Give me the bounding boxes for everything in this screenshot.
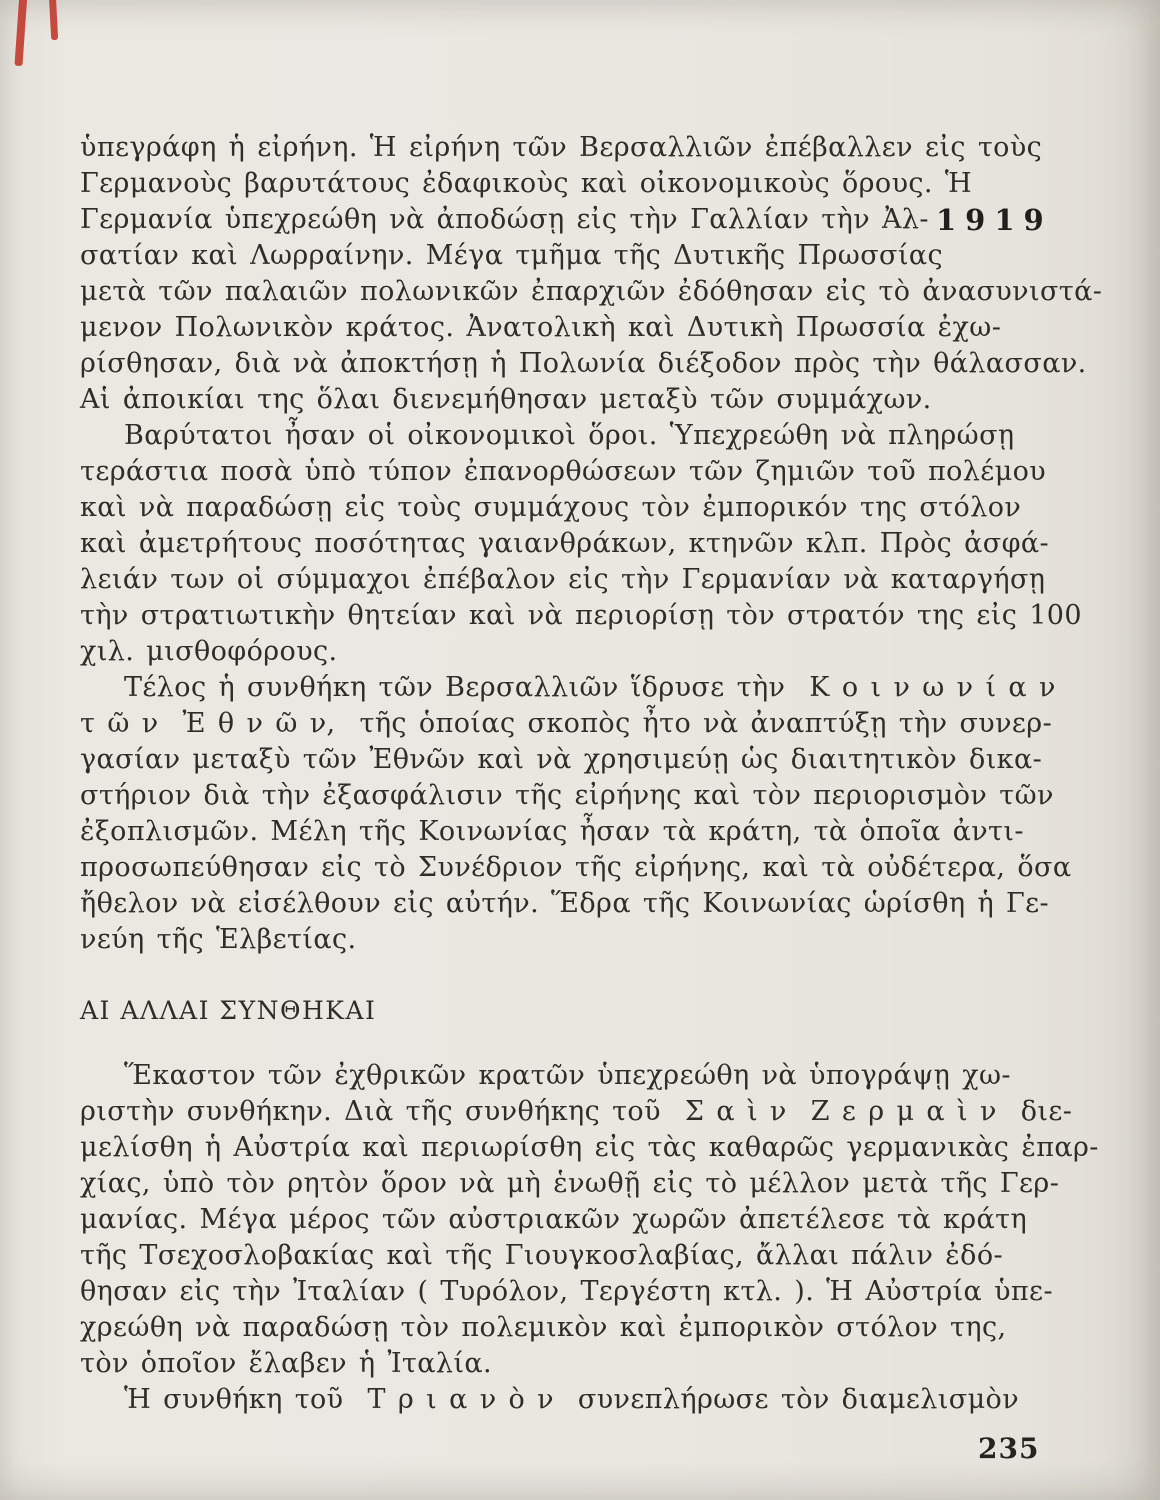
text-block <box>80 130 1103 1418</box>
text-line: ριστὴν συνθήκην. Διὰ τῆς συνθήκης τοῦ Σ α ὶ ν Ζ ε ρ μ α ὶ ν διε- <box>80 1096 1073 1127</box>
red-pen-mark <box>49 0 58 40</box>
text-line: Ἡ συνθήκη τοῦ Τ ρ ι α ν ὸ ν συνεπλήρωσε τὸν διαμελισμὸν <box>124 1384 1020 1415</box>
text-line: τεράστια ποσὰ ὑπὸ τύπον ἐπανορθώσεων τῶν ζημιῶν τοῦ πολέμου <box>80 456 1047 487</box>
section-heading: ΑΙ ΑΛΛΑΙ ΣΥΝΘΗΚΑΙ <box>80 996 377 1025</box>
text-line: τ ῶ ν Ἐ θ ν ῶ ν, τῆς ὁποίας σκοπὸς ἦτο νὰ ἀναπτύξῃ τὴν συνερ- <box>80 708 1053 739</box>
text-line: προσωπεύθησαν εἰς τὸ Συνέδριον τῆς εἰρήνης, καὶ τὰ οὐδέτερα, ὅσα <box>80 852 1072 883</box>
text-line: ρίσθησαν, διὰ νὰ ἀποκτήσῃ ἡ Πολωνία διέξοδον πρὸς τὴν θάλασσαν. <box>80 348 1087 379</box>
text-line: θησαν εἰς τὴν Ἰταλίαν ( Τυρόλον, Τεργέστη κτλ. ). Ἡ Αὐστρία ὑπε- <box>80 1276 1053 1307</box>
text-line: μελίσθη ἡ Αὐστρία καὶ περιωρίσθη εἰς τὰς καθαρῶς γερμανικὰς ἐπαρ- <box>80 1132 1099 1163</box>
text-line: τὸν ὁποῖον ἔλαβεν ἡ Ἰταλία. <box>80 1348 493 1379</box>
text-line: χρεώθη νὰ παραδώσῃ τὸν πολεμικὸν καὶ ἐμπορικὸν στόλον της, <box>80 1312 1007 1343</box>
red-pen-mark <box>14 0 27 66</box>
text-line: τὴν στρατιωτικὴν θητείαν καὶ νὰ περιορίσῃ τὸν στρατόν της εἰς 100 <box>80 600 1082 631</box>
text-line: ἤθελον νὰ εἰσέλθουν εἰς αὐτήν. Ἕδρα τῆς Κοινωνίας ὡρίσθη ἡ Γε- <box>80 888 1050 919</box>
text-line: χιλ. μισθοφόρους. <box>80 636 338 667</box>
margin-year-note: 1919 <box>936 203 1053 237</box>
text-line: Γερμανοὺς βαρυτάτους ἐδαφικοὺς καὶ οἰκονομικοὺς ὅρους. Ἡ <box>80 168 973 199</box>
text-line: λειάν των οἱ σύμμαχοι ἐπέβαλον εἰς τὴν Γερμανίαν νὰ καταργήσῃ <box>80 564 1046 595</box>
text-line: μενον Πολωνικὸν κράτος. Ἀνατολικὴ καὶ Δυτικὴ Πρωσσία ἐχω- <box>80 312 1002 343</box>
text-line: γασίαν μεταξὺ τῶν Ἐθνῶν καὶ νὰ χρησιμεύῃ ὡς διαιτητικὸν δικα- <box>80 744 1043 775</box>
text-line: τῆς Τσεχοσλοβακίας καὶ τῆς Γιουγκοσλαβίας, ἄλλαι πάλιν ἐδό- <box>80 1240 1003 1271</box>
page-number: 235 <box>978 1432 1040 1465</box>
text-line: μανίας. Μέγα μέρος τῶν αὐστριακῶν χωρῶν ἀπετέλεσε τὰ κράτη <box>80 1204 1028 1235</box>
text-line: Γερμανία ὑπεχρεώθη νὰ ἀποδώσῃ εἰς τὴν Γαλλίαν τὴν Ἀλ- <box>80 204 929 235</box>
text-line: Βαρύτατοι ἦσαν οἱ οἰκονομικοὶ ὅροι. Ὑπεχρεώθη νὰ πληρώσῃ <box>124 420 1015 451</box>
text-line: μετὰ τῶν παλαιῶν πολωνικῶν ἐπαρχιῶν ἐδόθησαν εἰς τὸ ἀνασυνιστά- <box>80 276 1103 307</box>
text-line: καὶ νὰ παραδώσῃ εἰς τοὺς συμμάχους τὸν ἐμπορικόν της στόλον <box>80 492 1022 523</box>
text-line: καὶ ἀμετρήτους ποσότητας γαιανθράκων, κτηνῶν κλπ. Πρὸς ἀσφά- <box>80 528 1050 559</box>
text-line: Τέλος ἡ συνθήκη τῶν Βερσαλλιῶν ἵδρυσε τὴν Κ ο ι ν ω ν ί α ν <box>124 672 1056 703</box>
text-line: νεύη τῆς Ἑλβετίας. <box>80 924 357 955</box>
text-line: σατίαν καὶ Λωρραίνην. Μέγα τμῆμα τῆς Δυτικῆς Πρωσσίας <box>80 240 943 271</box>
text-line: χίας, ὑπὸ τὸν ρητὸν ὅρον νὰ μὴ ἑνωθῇ εἰς τὸ μέλλον μετὰ τῆς Γερ- <box>80 1168 1060 1199</box>
text-line: στήριον διὰ τὴν ἐξασφάλισιν τῆς εἰρήνης καὶ τὸν περιορισμὸν τῶν <box>80 780 1054 811</box>
text-line: Αἱ ἀποικίαι της ὅλαι διενεμήθησαν μεταξὺ τῶν συμμάχων. <box>80 384 932 415</box>
text-line: ἐξοπλισμῶν. Μέλη τῆς Κοινωνίας ἦσαν τὰ κράτη, τὰ ὁποῖα ἀντι- <box>80 816 1024 847</box>
text-line: Ἕκαστον τῶν ἐχθρικῶν κρατῶν ὑπεχρεώθη νὰ ὑπογράψῃ χω- <box>124 1060 1011 1091</box>
text-line: ὑπεγράφη ἡ εἰρήνη. Ἡ εἰρήνη τῶν Βερσαλλιῶν ἐπέβαλλεν εἰς τοὺς <box>80 132 1043 163</box>
